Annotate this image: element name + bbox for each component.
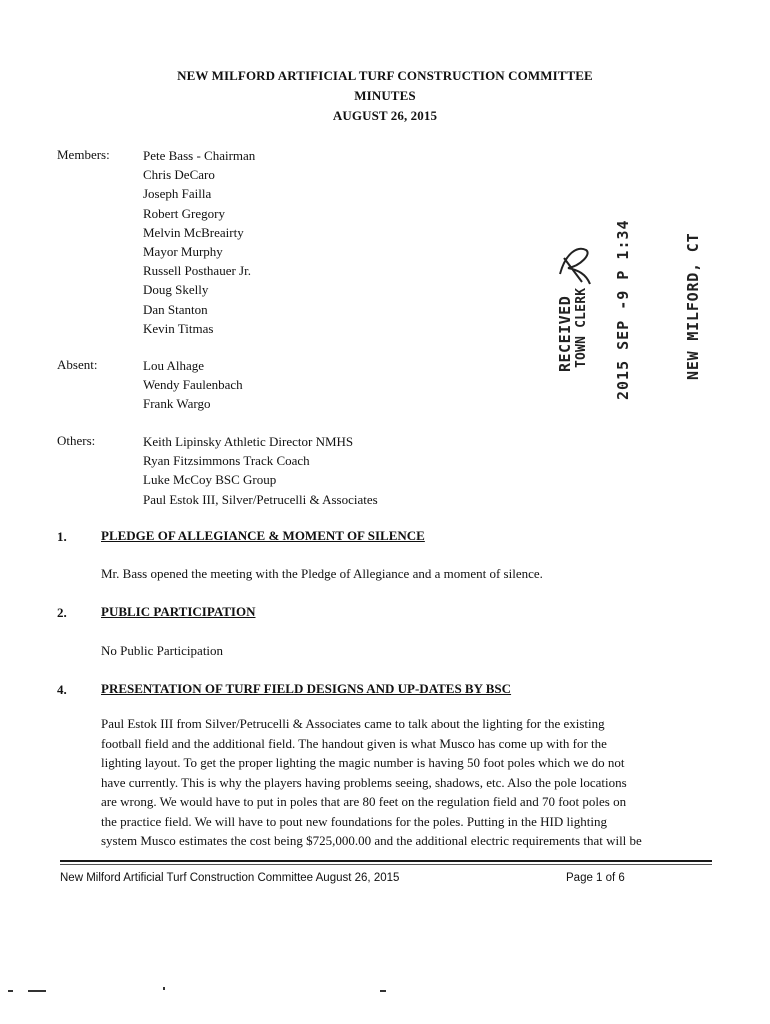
body-line: the practice field. We will have to pout new foundations for the poles. Putting in the HID lighting (101, 813, 607, 829)
stamp-received: RECEIVED (556, 295, 574, 372)
scan-speck (8, 990, 13, 992)
other-name: Luke McCoy BSC Group (143, 472, 277, 488)
members-label: Members: (57, 147, 110, 162)
footer-rule-thin (60, 864, 712, 865)
stamp-town-clerk: TOWN CLERK (574, 287, 589, 368)
section-body (101, 714, 726, 851)
scan-speck (163, 987, 165, 990)
others-label: Others: (57, 433, 96, 448)
absent-name: Wendy Faulenbach (143, 377, 243, 393)
section-number: 4. (57, 682, 67, 697)
body-line: system Musco estimates the cost being $725,000.00 and the additional electric requirements that will be (101, 833, 642, 848)
member-name: Pete Bass - Chairman (143, 148, 256, 163)
other-name: Ryan Fitzsimmons Track Coach (143, 453, 310, 469)
member-name: Mayor Murphy (143, 244, 223, 260)
member-name: Doug Skelly (143, 282, 209, 298)
body-line: lighting layout. To get the proper lighting the magic number is having 50 foot poles which we do not (101, 755, 625, 770)
member-name: Dan Stanton (143, 301, 208, 317)
other-name: Keith Lipinsky Athletic Director NMHS (143, 434, 354, 449)
others-list (143, 432, 378, 509)
section-body: Mr. Bass opened the meeting with the Pledge of Allegiance and a moment of silence. (101, 566, 543, 581)
body-line: Paul Estok III from Silver/Petrucelli & Associates came to talk about the lighting for the existing (101, 716, 605, 731)
member-name: Robert Gregory (143, 205, 225, 221)
section-body: No Public Participation (101, 643, 224, 658)
members-list (143, 146, 255, 338)
body-line: are wrong. We would have to put in poles that are 80 feet on the regulation field and 70 foot poles on (101, 794, 627, 809)
stamp-scribble (556, 244, 596, 290)
other-name: Paul Estok III, Silver/Petrucelli & Associates (143, 491, 378, 507)
page-number: Page 1 of 6 (566, 872, 625, 884)
absent-name: Frank Wargo (143, 396, 211, 412)
absent-label: Absent: (57, 357, 98, 372)
scan-speck (28, 990, 46, 992)
scan-speck (380, 990, 386, 992)
member-name: Russell Posthauer Jr. (143, 263, 251, 279)
document-subtitle: MINUTES (354, 88, 416, 103)
member-name: Chris DeCaro (143, 167, 215, 183)
stamp-place: NEW MILFORD, CT (684, 232, 702, 380)
document-date: AUGUST 26, 2015 (332, 108, 438, 123)
section-number: 2. (57, 605, 67, 620)
member-name: Kevin Titmas (143, 320, 214, 336)
section-title: PRESENTATION OF TURF FIELD DESIGNS AND UP-DATES BY BSC (101, 681, 512, 696)
footer-text: New Milford Artificial Turf Construction Committee August 26, 2015 (60, 872, 400, 884)
footer-rule (60, 860, 712, 862)
absent-list (143, 356, 243, 414)
section-title: PLEDGE OF ALLEGIANCE & MOMENT OF SILENCE (101, 528, 425, 543)
member-name: Melvin McBreairty (143, 224, 244, 240)
section-title: PUBLIC PARTICIPATION (101, 604, 256, 619)
stamp-date: 2015 SEP -9 P 1:34 (614, 219, 632, 400)
member-name: Joseph Failla (143, 186, 212, 202)
document-title: NEW MILFORD ARTIFICIAL TURF CONSTRUCTION COMMITTEE (177, 68, 593, 83)
absent-name: Lou Alhage (143, 358, 205, 373)
section-number: 1. (57, 529, 67, 544)
body-line: have currently. This is why the players having problems seeing, shadows, etc. Also the pole locations (101, 774, 627, 790)
body-line: football field and the additional field. The handout given is what Musco has come up with for the (101, 735, 607, 751)
